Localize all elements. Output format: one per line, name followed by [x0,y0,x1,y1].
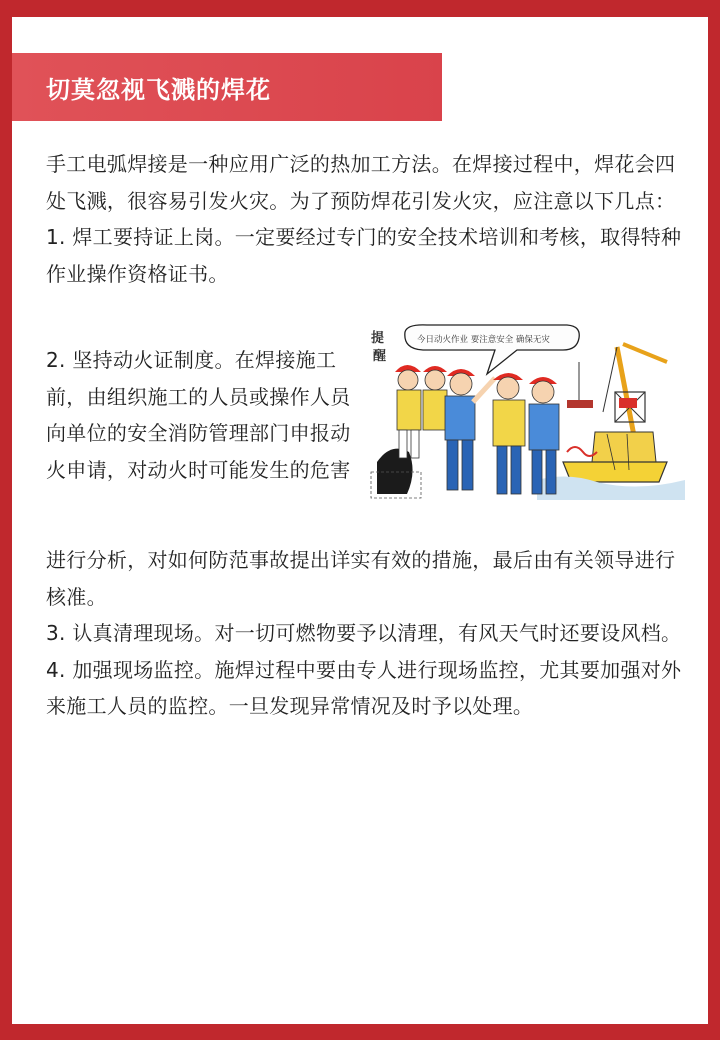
paragraph-item-2-cont: 进行分析，对如何防范事故提出详实有效的措施，最后由有关领导进行核准。 [46,548,676,609]
title-bar [12,53,442,121]
paragraph-item-4: 4. 加强现场监控。施焊过程中要由专人进行现场监控，尤其要加强对外来施工人员的监控。一旦发现异常情况及时予以处理。 [46,657,682,718]
speech-bubble-text: 今日动火作业 要注意安全 确保无灾 [417,335,550,345]
speech-bubble [405,325,579,374]
wrapped-text [46,342,362,488]
intro-text [46,146,686,292]
illustration-side-label: 提醒 [371,331,387,364]
continued-text [46,542,686,725]
paragraph-item-2: 2. 坚持动火证制度。在焊接施工前，由组织施工的人员或操作人员向单位的安全消防管理部门申报动火申请，对动火时可能发生的危害 [46,348,351,482]
welding-safety-illustration [367,322,685,500]
paragraph-item-1: 1. 焊工要持证上岗。一定要经过专门的安全技术培训和考核，取得特种作业操作资格证书。 [46,225,682,286]
worker-figure [529,377,559,494]
paragraph-intro: 手工电弧焊接是一种应用广泛的热加工方法。在焊接过程中，焊花会四处飞溅，很容易引发火灾。为了预防焊花引发火灾，应注意以下几点： [46,152,676,213]
worker-figure [445,369,495,490]
worker-figure [423,366,447,430]
worker-figure [493,373,525,494]
page-title: 切莫忽视飞溅的焊花 [46,75,271,104]
crane-icon [563,344,667,482]
worker-figure [395,365,421,458]
paragraph-item-3: 3. 认真清理现场。对一切可燃物要予以清理，有风天气时还要设风档。 [46,621,682,645]
